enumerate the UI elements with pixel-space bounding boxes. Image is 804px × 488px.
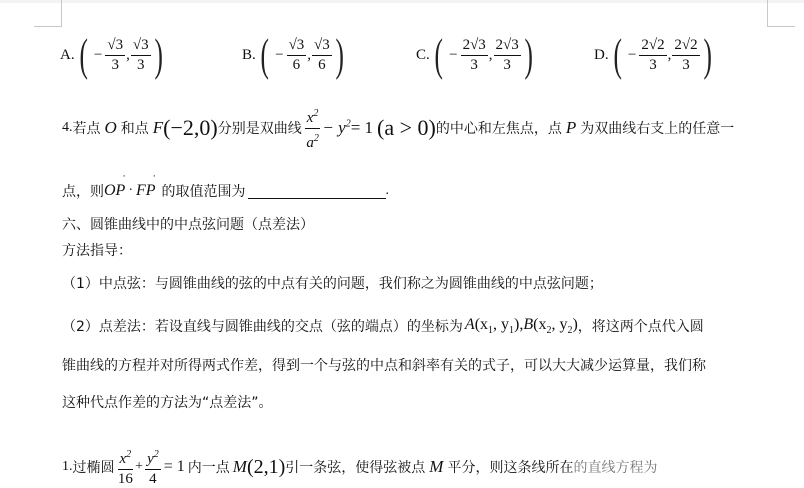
margin-corner-mark-right [767, 0, 795, 27]
option-d[interactable]: D. ( − $\frac{2√2}{3}$ , $\frac{2√2}{3}$ ) [594, 29, 712, 80]
vector-fp: ˙ FP [136, 182, 156, 200]
fraction: $\frac{2√2}{3}$ [674, 36, 698, 73]
fraction: $\frac{2√2}{3}$ [641, 36, 665, 73]
option-label: A. [60, 46, 75, 63]
fraction: $\frac{y^2}{4}$ [145, 446, 161, 488]
option-label: C. [416, 46, 430, 63]
section-6-heading: 六、圆锥曲线中的中点弦问题（点差法） [62, 217, 314, 233]
vector-op: ˙ OP [104, 182, 125, 200]
option-a[interactable]: A. ( − $\frac{√3}{3}$ , $\frac{√3}{3}$ ) [60, 29, 163, 80]
fraction: $\frac{2√3}{3}$ [495, 36, 519, 73]
fraction: $\frac{x^2}{a^2}$ [305, 105, 321, 152]
paragraph-point-difference-line-2: 锥曲线的方程并对所得两式作差，得到一个与弦的中点和斜率有关的式子，可以大大减少运算量，我们称 [62, 358, 706, 374]
margin-corner-mark-left [34, 0, 62, 27]
fraction: $\frac{√3}{6}$ [314, 36, 330, 73]
page-top-edge [0, 0, 804, 3]
question-4-line-1: 4. 若点 O 和点 F (−2,0) 分别是双曲线 $\frac{x^2}{a^2}$ − $y^2$ = 1 (a > 0) 的中心和左焦点，点 P 为双曲线右支上的任意一 [62, 106, 734, 150]
fraction: $\frac{√3}{6}$ [288, 36, 305, 73]
paragraph-point-difference-line-3: 这种代点作差的方法为“点差法”。 [62, 395, 273, 411]
option-b[interactable]: B. ( − $\frac{√3}{6}$ , $\frac{√3}{6}$ ) [242, 29, 344, 80]
option-label: B. [242, 46, 256, 63]
point-a-coords: $A(x_1$, $y_1),B(x_2$, $y_2$) [464, 315, 578, 337]
fraction: $\frac{√3}{3}$ [132, 36, 149, 73]
question-1-line: 1. 过椭圆 $\frac{x^2}{16}$ + $\frac{y^2}{4}$ = 1 内一点 M (2,1) 引一条弦，使得弦被点 M 平分，则这条线所在 的直线方程为 [62, 448, 657, 486]
paragraph-midpoint-chord: （1）中点弦：与圆锥曲线的弦的中点有关的问题，我们称之为圆锥曲线的中点弦问题； [62, 276, 603, 292]
option-c[interactable]: C. ( − $\frac{2√3}{3}$ , $\frac{2√3}{3}$ ) [416, 29, 533, 80]
answer-blank[interactable] [248, 184, 386, 199]
option-label: D. [594, 46, 609, 63]
paragraph-point-difference-line-1: （2）点差法：若设直线与圆锥曲线的交点（弦的端点）的坐标为 $A(x_1$, $y_1),B(x_2$, $y_2$) ，将这两个点代入圆 [62, 315, 704, 337]
fraction: $\frac{2√3}{3}$ [462, 36, 486, 73]
question-4-line-2: 点，则 ˙ OP · ˙ FP 的取值范围为 . [62, 180, 389, 202]
method-guide-title: 方法指导： [62, 243, 132, 259]
answer-options [0, 30, 804, 80]
fraction: $\frac{x^2}{16}$ [118, 446, 134, 488]
fraction: $\frac{√3}{3}$ [107, 36, 124, 73]
